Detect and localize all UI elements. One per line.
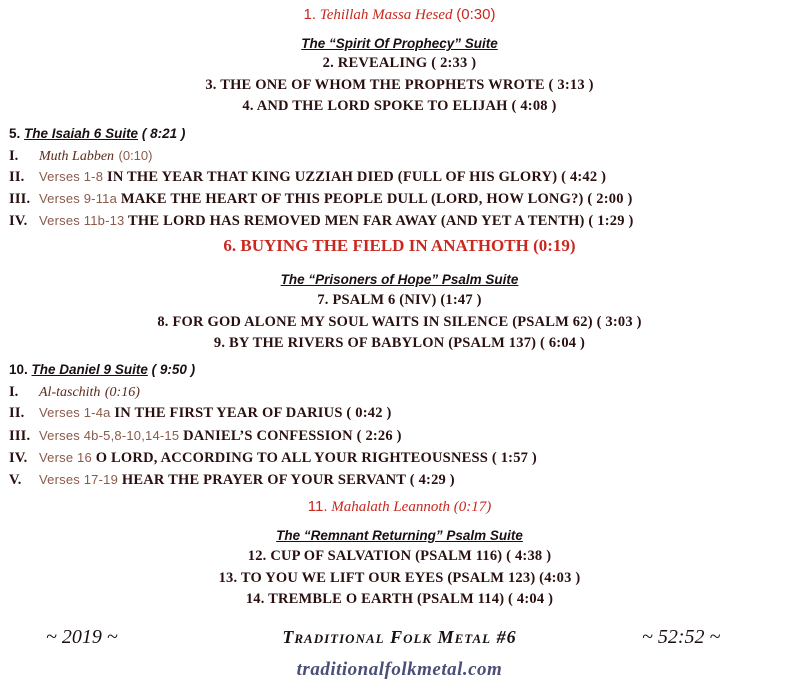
part-time: (0:16) (104, 385, 140, 400)
part-title: Muth Labben (39, 149, 115, 164)
daniel-part-3 (9, 428, 402, 445)
spirit-suite-title: The “Spirit Of Prophecy” Suite (301, 36, 498, 51)
track-13: 13. TO YOU WE LIFT OUR EYES (PSALM 123) (4:03 ) (218, 570, 581, 586)
track-14: 14. TREMBLE O EARTH (PSALM 114) ( 4:04 ) (245, 591, 554, 607)
daniel-suite-duration: ( 9:50 ) (151, 362, 196, 377)
part-time: ( 0:42 ) (346, 405, 392, 421)
part-numeral: II. (9, 405, 25, 421)
isaiah-suite-number: 5. (9, 126, 21, 141)
part-numeral: IV. (9, 213, 28, 229)
track-11-number: 11. (307, 498, 328, 515)
part-verses: Verses 1-4a (39, 405, 111, 420)
part-numeral: V. (9, 472, 22, 488)
isaiah-suite-title: The Isaiah 6 Suite (24, 126, 139, 141)
part-title: IN THE FIRST YEAR OF DARIUS (114, 405, 343, 421)
part-title: THE LORD HAS REMOVED MEN FAR AWAY (AND YET A TENTH) (128, 213, 585, 229)
part-title: MAKE THE HEART OF THIS PEOPLE DULL (LORD, HOW LONG?) (120, 191, 584, 207)
track-11-title: Mahalath Leannoth (331, 499, 450, 515)
part-time: ( 2:00 ) (587, 191, 633, 207)
track-11-time: (0:17) (453, 499, 492, 515)
track-3: 3. THE ONE OF WHOM THE PROPHETS WROTE ( 3:13 ) (205, 77, 594, 93)
part-numeral: II. (9, 169, 25, 185)
isaiah-part-1 (9, 147, 152, 165)
daniel-suite-heading (9, 362, 195, 377)
part-verses: Verses 11b-13 (39, 213, 125, 228)
part-time: ( 1:57 ) (491, 450, 537, 466)
part-numeral: III. (9, 428, 31, 444)
track-9: 9. BY THE RIVERS OF BABYLON (PSALM 137) ( 6:04 ) (213, 335, 586, 351)
track-1-number: 1. (303, 6, 317, 23)
isaiah-part-2 (9, 169, 606, 186)
total-runtime: ~ 52:52 ~ (642, 626, 721, 648)
daniel-suite-number: 10. (9, 362, 28, 377)
remnant-suite-title: The “Remnant Returning” Psalm Suite (276, 528, 523, 543)
prisoners-suite-title: The “Prisoners of Hope” Psalm Suite (280, 272, 519, 287)
track-8: 8. FOR GOD ALONE MY SOUL WAITS IN SILENCE (PSALM 62) ( 3:03 ) (157, 314, 642, 330)
album-title: Traditional Folk Metal #6 (282, 627, 517, 647)
daniel-part-5 (9, 472, 455, 489)
part-verses: Verse 16 (39, 450, 92, 465)
part-verses: Verses 17-19 (39, 472, 119, 487)
website-link[interactable]: traditionalfolkmetal.com (296, 659, 503, 680)
track-7: 7. PSALM 6 (NIV) (1:47 ) (317, 292, 482, 308)
part-title: HEAR THE PRAYER OF YOUR SERVANT (121, 472, 406, 488)
isaiah-suite-duration: ( 8:21 ) (141, 126, 186, 141)
part-title: DANIEL’S CONFESSION (183, 428, 353, 444)
part-time: (0:10) (118, 148, 153, 163)
track-6: 6. BUYING THE FIELD IN ANATHOTH (0:19) (223, 236, 576, 255)
track-1 (0, 6, 799, 24)
track-1-time: (0:30) (456, 6, 496, 23)
part-verses: Verses 1-8 (39, 169, 104, 184)
part-time: ( 1:29 ) (588, 213, 634, 229)
track-11 (0, 498, 799, 516)
track-1-title: Tehillah Massa Hesed (319, 7, 453, 23)
part-verses: Verses 4b-5,8-10,14-15 (39, 428, 180, 443)
track-4: 4. AND THE LORD SPOKE TO ELIJAH ( 4:08 ) (242, 98, 557, 114)
release-year: ~ 2019 ~ (46, 626, 118, 648)
part-time: ( 4:29 ) (409, 472, 455, 488)
daniel-part-4 (9, 450, 537, 467)
isaiah-suite-heading (9, 126, 185, 141)
daniel-part-2 (9, 405, 392, 422)
isaiah-part-4 (9, 213, 634, 230)
track-12: 12. CUP OF SALVATION (PSALM 116) ( 4:38 ) (247, 548, 552, 564)
part-title: Al-taschith (39, 385, 101, 400)
daniel-suite-title: The Daniel 9 Suite (31, 362, 148, 377)
part-numeral: III. (9, 191, 31, 207)
part-verses: Verses 9-11a (39, 191, 118, 206)
part-numeral: IV. (9, 450, 28, 466)
part-time: ( 4:42 ) (561, 169, 607, 185)
part-numeral: I. (9, 384, 19, 400)
isaiah-part-3 (9, 191, 633, 208)
part-title: IN THE YEAR THAT KING UZZIAH DIED (FULL OF HIS GLORY) (106, 169, 558, 185)
track-2: 2. REVEALING ( 2:33 ) (322, 55, 477, 71)
part-numeral: I. (9, 148, 19, 164)
daniel-part-1 (9, 383, 140, 401)
part-title: O LORD, ACCORDING TO ALL YOUR RIGHTEOUSNESS (95, 450, 489, 466)
part-time: ( 2:26 ) (356, 428, 402, 444)
